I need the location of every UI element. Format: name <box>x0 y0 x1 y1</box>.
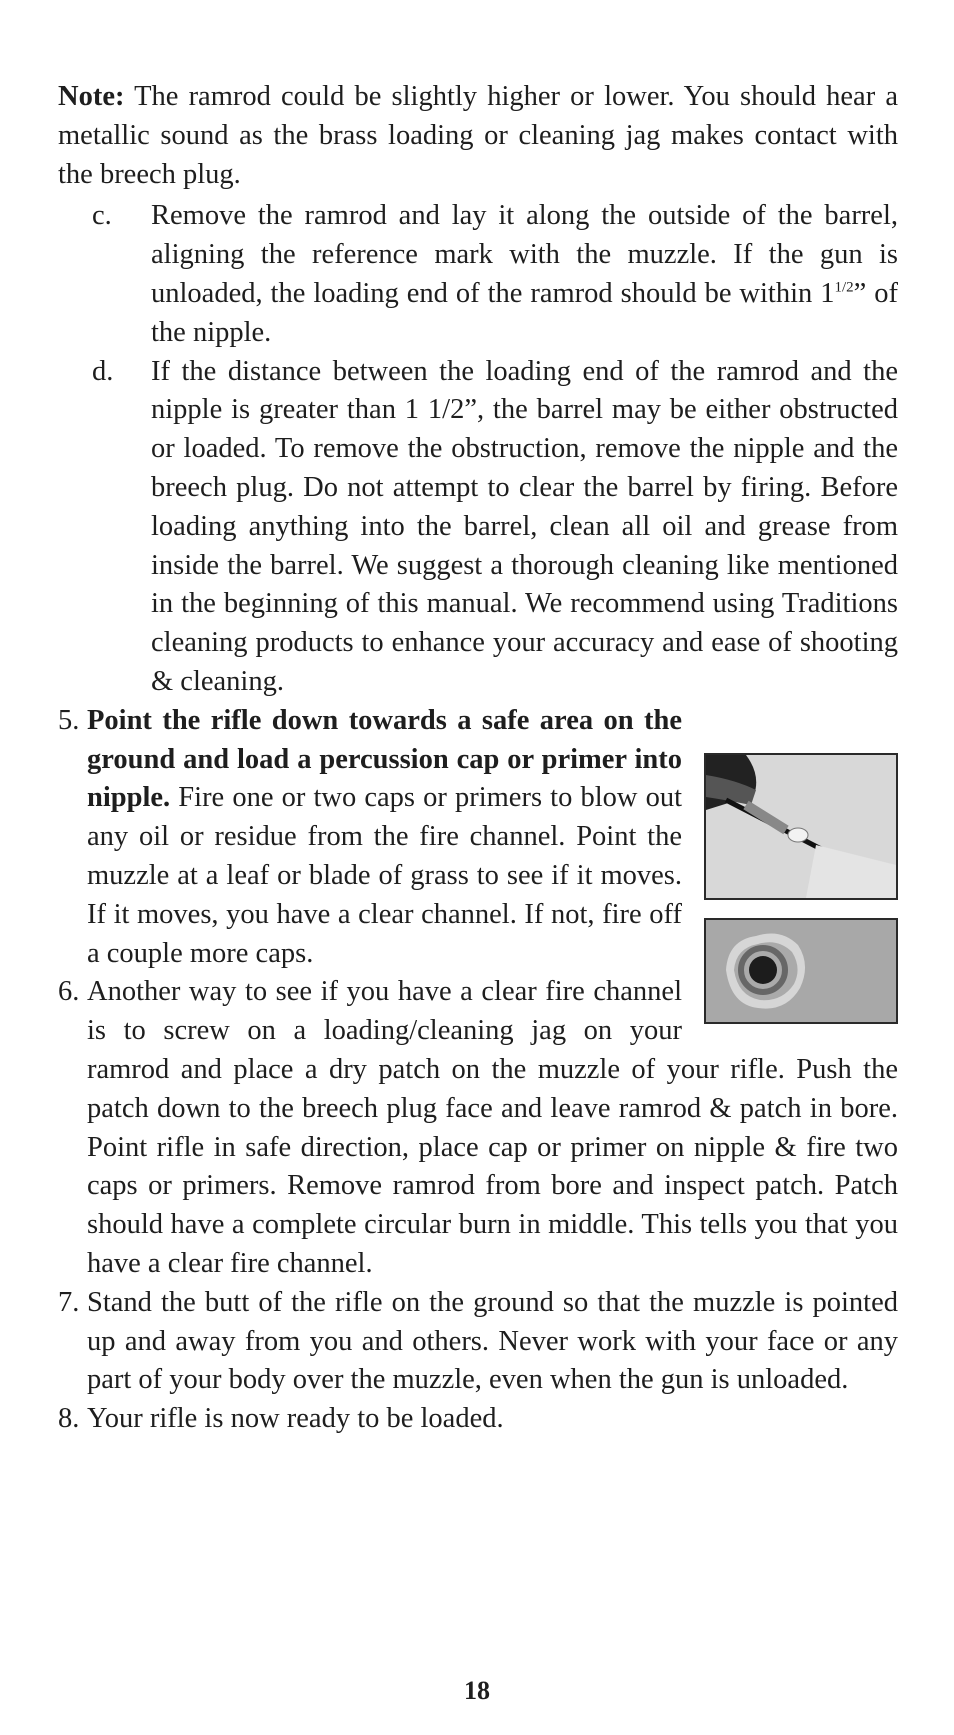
step-7-text: Stand the butt of the rifle on the ground so that the muzzle is pointed up and away from you and others. Never work with your face or any part of your body over the muzzle, even when the gun is unloaded. <box>87 1286 898 1396</box>
note-paragraph <box>58 78 898 194</box>
step-number: 6. <box>58 976 80 1008</box>
substep-c-text: Remove the ramrod and lay it along the outside of the barrel, aligning the reference mark with the muzzle. If the gun is unloaded, the loading end of the ramrod should be within 1 <box>151 200 898 309</box>
step-5-text: Fire one or two caps or primers to blow out any oil or residue from the fire channel. Point the muzzle at a leaf or blade of grass to see if it moves. If it moves, you have a clear channel. If not, fire off a couple more caps. <box>87 782 682 969</box>
substep-d <box>58 353 898 702</box>
step-8-text: Your rifle is now ready to be loaded. <box>87 1403 504 1435</box>
step-5 <box>58 702 898 974</box>
step-6 <box>58 973 898 1283</box>
step-7 <box>58 1284 898 1400</box>
substep-d-text: If the distance between the loading end of the ramrod and the nipple is greater than 1 1/2”, the barrel may be either obstructed or loaded. To remove the obstruction, remove the nipple and the breech plug. Do not attempt to clear the barrel by firing. Before loading anything into the barrel, clean all oil and grease from inside the barrel. We suggest a thorough cleaning like mentioned in the beginning of this manual. We recommend using Traditions cleaning products to enhance your accuracy and ease of shooting & cleaning. <box>151 355 898 697</box>
step-8 <box>58 1400 898 1439</box>
manual-page <box>58 78 898 1439</box>
step-number: 5. <box>58 704 80 736</box>
ramrod-photo <box>704 753 898 900</box>
substep-c-text-end: ” of the nipple. <box>151 277 899 348</box>
page-number: 18 <box>464 1676 490 1705</box>
note-text: The ramrod could be slightly higher or lower. You should hear a metallic sound as the brass loading or cleaning jag makes contact with the breech plug. <box>58 81 898 190</box>
step-6-text: Another way to see if you have a clear fire channel is to screw on a loading/cleaning jag on your ramrod and place a dry patch on the muzzle of your rifle. Push the patch down to the breech plug face and leave ramrod & patch in bore. Point rifle in safe direction, place cap or primer on nipple & fire two caps or primers. Remove ramrod from bore and inspect patch. Patch should have a complete circular burn in middle. This tells you that you have a clear fire channel. <box>87 976 898 1279</box>
note-label: Note: <box>58 81 125 112</box>
step-number: 8. <box>58 1403 80 1435</box>
step-5-bold: Point the rifle down towards a safe area on the ground and load a percussion cap or primer into nipple. <box>87 704 682 814</box>
step-number: 7. <box>58 1286 80 1318</box>
fraction-superscript: 1/2 <box>834 279 854 296</box>
substep-letter: d. <box>92 355 114 387</box>
substep-letter: c. <box>92 200 112 232</box>
substep-c <box>58 197 898 352</box>
